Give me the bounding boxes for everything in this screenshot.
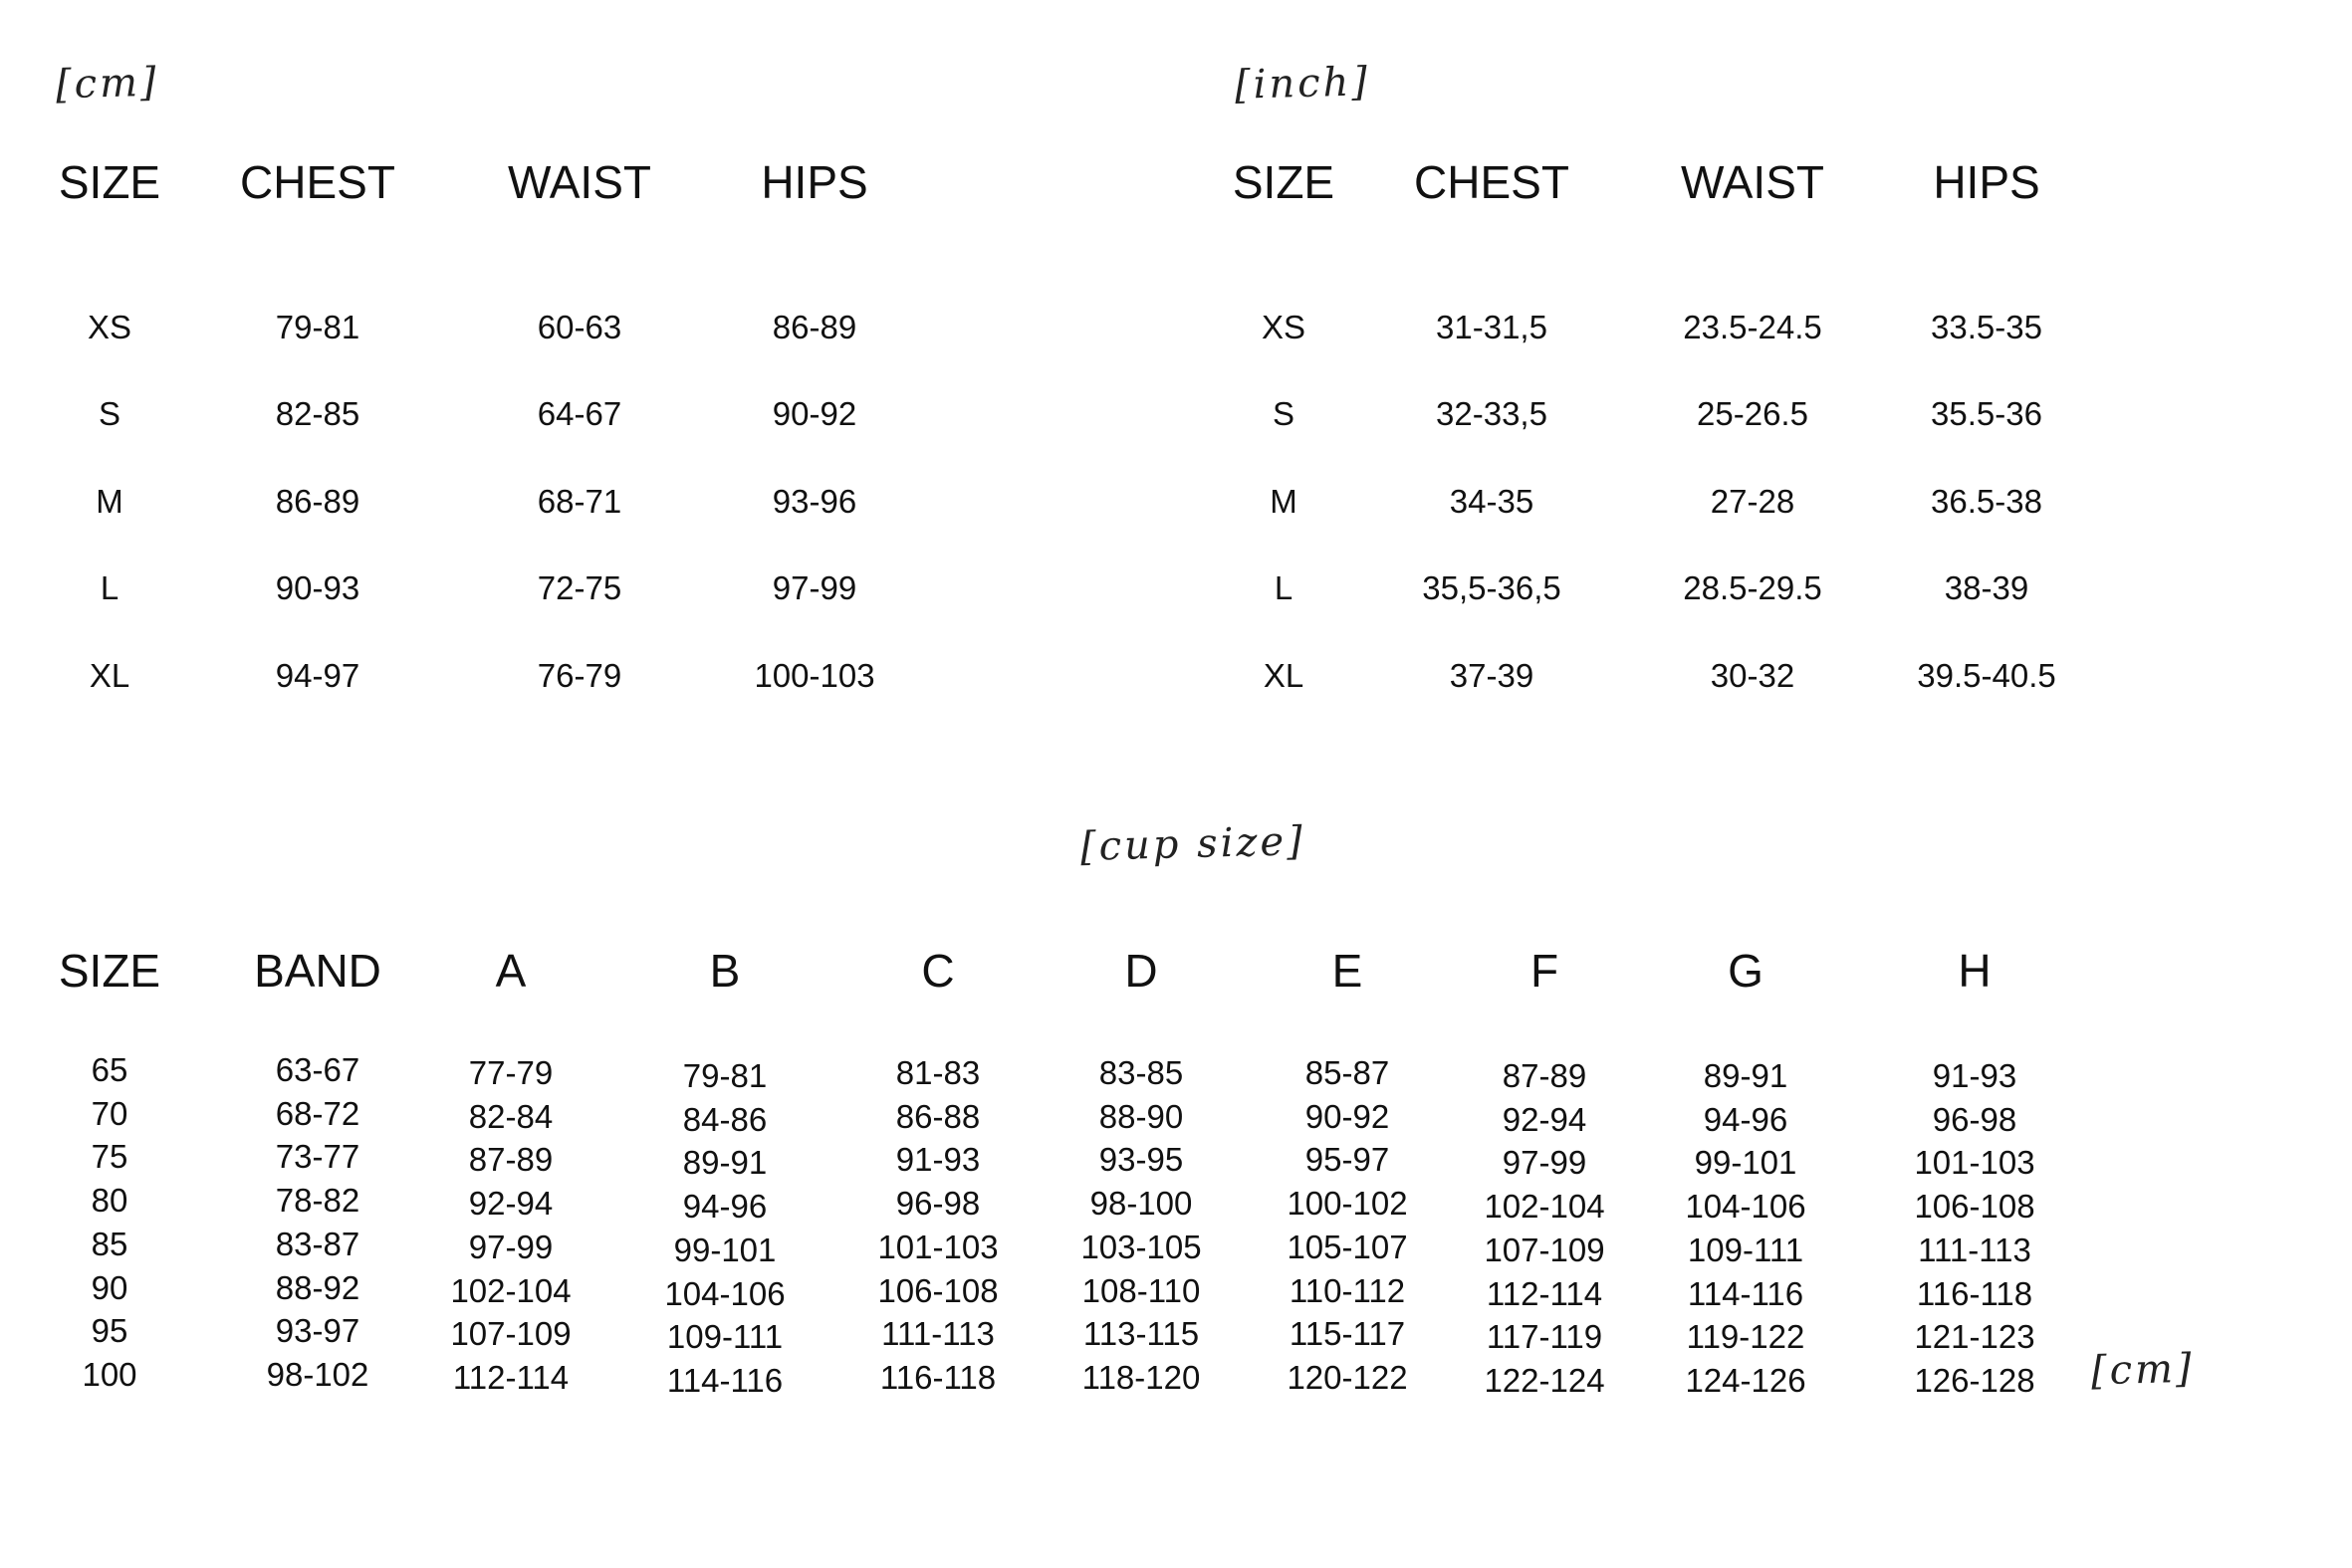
inch-unit-label: [inch] [1234, 59, 1371, 109]
column-header: F [1529, 945, 1559, 997]
size-label: S [98, 395, 121, 432]
measurement-cell: 32-33,5 [1436, 395, 1547, 432]
cup-range-cell: 93-95 [1098, 1141, 1184, 1178]
measurement-cell: 86-89 [772, 309, 857, 345]
band-size-label: 90 [91, 1269, 128, 1306]
band-size-label: 80 [91, 1182, 128, 1219]
column-header: C [921, 945, 955, 997]
cup-range-cell: 111-113 [881, 1315, 995, 1352]
measurement-cell: 68-71 [537, 483, 622, 520]
cup-range-cell: 96-98 [1932, 1101, 2017, 1138]
cup-range-cell: 77-79 [468, 1054, 554, 1091]
size-label: L [1274, 569, 1294, 606]
cup-range-cell: 83-85 [1098, 1054, 1184, 1091]
cup-range-cell: 97-99 [1502, 1144, 1587, 1181]
column-header: H [1958, 945, 1992, 997]
cup-range-cell: 101-103 [877, 1229, 999, 1265]
column-header: G [1728, 945, 1764, 997]
cup-range-cell: 106-108 [877, 1272, 999, 1309]
cup-range-cell: 105-107 [1287, 1229, 1408, 1265]
measurement-cell: 90-93 [275, 569, 360, 606]
cup-range-cell: 119-122 [1686, 1318, 1805, 1355]
cup-size-title: [cup size] [1079, 818, 1306, 870]
cup-range-cell: 89-91 [682, 1144, 768, 1181]
cup-range-cell: 110-112 [1289, 1272, 1406, 1309]
cup-range-cell: 96-98 [895, 1185, 981, 1222]
band-size-label: 70 [91, 1095, 128, 1132]
cup-range-cell: 87-89 [1502, 1057, 1587, 1094]
band-size-label: 85 [91, 1226, 128, 1262]
measurement-cell: 34-35 [1449, 483, 1534, 520]
measurement-cell: 36.5-38 [1931, 483, 2042, 520]
size-label: XS [1261, 309, 1306, 345]
measurement-cell: 30-32 [1710, 657, 1795, 694]
cup-range-cell: 99-101 [1694, 1144, 1797, 1181]
column-header: CHEST [1414, 156, 1569, 208]
cup-range-cell: 122-124 [1484, 1362, 1605, 1399]
column-header: SIZE [58, 156, 161, 208]
measurement-cell: 72-75 [537, 569, 622, 606]
cup-range-cell: 86-88 [895, 1098, 981, 1135]
cup-range-cell: 112-114 [452, 1359, 570, 1396]
band-range-cell: 78-82 [275, 1182, 360, 1219]
measurement-cell: 90-92 [772, 395, 857, 432]
column-header: CHEST [240, 156, 395, 208]
measurement-cell: 35,5-36,5 [1422, 569, 1561, 606]
cup-range-cell: 117-119 [1486, 1318, 1603, 1355]
cup-range-cell: 109-111 [1687, 1232, 1804, 1268]
cup-range-cell: 116-118 [1916, 1275, 2033, 1312]
cup-range-cell: 101-103 [1914, 1144, 2035, 1181]
measurement-cell: 27-28 [1710, 483, 1795, 520]
size-label: L [100, 569, 119, 606]
cup-range-cell: 111-113 [1918, 1232, 2031, 1268]
size-label: M [96, 483, 123, 520]
cup-range-cell: 126-128 [1914, 1362, 2035, 1399]
column-header: WAIST [1681, 156, 1824, 208]
measurement-cell: 76-79 [537, 657, 622, 694]
cup-range-cell: 94-96 [1703, 1101, 1788, 1138]
measurement-cell: 23.5-24.5 [1683, 309, 1822, 345]
size-label: XS [87, 309, 132, 345]
cup-range-cell: 103-105 [1080, 1229, 1202, 1265]
cup-range-cell: 121-123 [1914, 1318, 2035, 1355]
cup-range-cell: 114-116 [1687, 1275, 1804, 1312]
column-header: WAIST [508, 156, 651, 208]
cup-unit-label: [cm] [2090, 1345, 2196, 1395]
cup-range-cell: 102-104 [450, 1272, 572, 1309]
band-size-label: 100 [82, 1356, 137, 1393]
column-header: E [1331, 945, 1363, 997]
measurement-cell: 28.5-29.5 [1683, 569, 1822, 606]
cup-range-cell: 89-91 [1703, 1057, 1788, 1094]
cup-range-cell: 92-94 [468, 1185, 554, 1222]
column-header: BAND [254, 945, 381, 997]
column-header: B [709, 945, 741, 997]
cup-range-cell: 91-93 [1932, 1057, 2017, 1094]
cm-unit-label: [cm] [55, 59, 160, 109]
measurement-cell: 33.5-35 [1931, 309, 2042, 345]
column-header: A [495, 945, 527, 997]
measurement-cell: 93-96 [772, 483, 857, 520]
cup-range-cell: 113-115 [1082, 1315, 1200, 1352]
measurement-cell: 25-26.5 [1697, 395, 1808, 432]
band-range-cell: 98-102 [266, 1356, 369, 1393]
cup-range-cell: 106-108 [1914, 1188, 2035, 1225]
measurement-cell: 38-39 [1944, 569, 2029, 606]
cup-range-cell: 97-99 [468, 1229, 554, 1265]
cup-range-cell: 84-86 [682, 1101, 768, 1138]
band-range-cell: 93-97 [275, 1312, 360, 1349]
column-header: HIPS [1933, 156, 2040, 208]
band-range-cell: 68-72 [275, 1095, 360, 1132]
cup-range-cell: 115-117 [1289, 1315, 1406, 1352]
band-range-cell: 88-92 [275, 1269, 360, 1306]
measurement-cell: 37-39 [1449, 657, 1534, 694]
measurement-cell: 86-89 [275, 483, 360, 520]
cup-range-cell: 112-114 [1486, 1275, 1603, 1312]
measurement-cell: 39.5-40.5 [1917, 657, 2056, 694]
measurement-cell: 94-97 [275, 657, 360, 694]
cup-range-cell: 95-97 [1304, 1141, 1390, 1178]
cup-range-cell: 92-94 [1502, 1101, 1587, 1138]
cup-range-cell: 118-120 [1081, 1359, 1201, 1396]
cup-range-cell: 91-93 [895, 1141, 981, 1178]
size-label: XL [1263, 657, 1304, 694]
cup-range-cell: 88-90 [1098, 1098, 1184, 1135]
column-header: D [1124, 945, 1158, 997]
cup-range-cell: 98-100 [1089, 1185, 1193, 1222]
column-header: HIPS [761, 156, 868, 208]
measurement-cell: 100-103 [754, 657, 875, 694]
column-header: SIZE [58, 945, 161, 997]
band-range-cell: 73-77 [275, 1138, 360, 1175]
measurement-cell: 31-31,5 [1436, 309, 1547, 345]
measurement-cell: 35.5-36 [1931, 395, 2042, 432]
band-size-label: 65 [91, 1051, 128, 1088]
cup-range-cell: 107-109 [450, 1315, 572, 1352]
cup-range-cell: 108-110 [1081, 1272, 1201, 1309]
cup-range-cell: 87-89 [468, 1141, 554, 1178]
measurement-cell: 60-63 [537, 309, 622, 345]
cup-range-cell: 104-106 [664, 1275, 786, 1312]
cup-range-cell: 104-106 [1685, 1188, 1806, 1225]
cup-range-cell: 109-111 [666, 1318, 784, 1355]
size-label: XL [89, 657, 130, 694]
band-range-cell: 63-67 [275, 1051, 360, 1088]
cup-range-cell: 94-96 [682, 1188, 768, 1225]
cup-range-cell: 81-83 [895, 1054, 981, 1091]
cup-range-cell: 85-87 [1304, 1054, 1390, 1091]
band-size-label: 75 [91, 1138, 128, 1175]
size-label: S [1272, 395, 1295, 432]
band-size-label: 95 [91, 1312, 128, 1349]
measurement-cell: 79-81 [275, 309, 360, 345]
measurement-cell: 82-85 [275, 395, 360, 432]
cup-range-cell: 124-126 [1685, 1362, 1806, 1399]
cup-range-cell: 79-81 [682, 1057, 768, 1094]
cup-range-cell: 102-104 [1484, 1188, 1605, 1225]
cup-range-cell: 107-109 [1484, 1232, 1605, 1268]
cup-range-cell: 90-92 [1304, 1098, 1390, 1135]
cup-range-cell: 114-116 [666, 1362, 784, 1399]
cup-range-cell: 116-118 [879, 1359, 997, 1396]
measurement-cell: 97-99 [772, 569, 857, 606]
cup-range-cell: 100-102 [1287, 1185, 1408, 1222]
cup-range-cell: 99-101 [673, 1232, 777, 1268]
measurement-cell: 64-67 [537, 395, 622, 432]
size-label: M [1270, 483, 1297, 520]
cup-range-cell: 82-84 [468, 1098, 554, 1135]
band-range-cell: 83-87 [275, 1226, 360, 1262]
cup-range-cell: 120-122 [1287, 1359, 1408, 1396]
column-header: SIZE [1232, 156, 1335, 208]
